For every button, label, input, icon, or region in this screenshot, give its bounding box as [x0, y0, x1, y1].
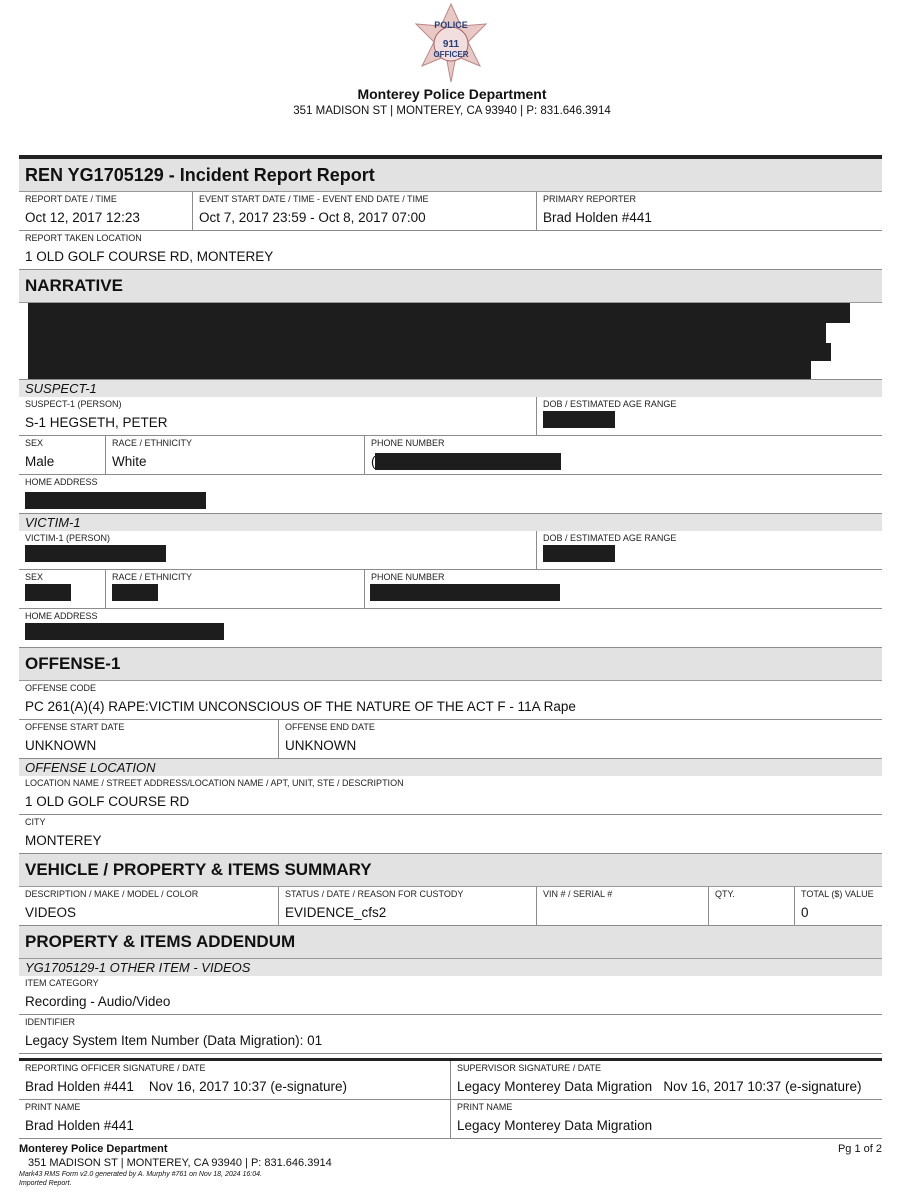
report-title: REN YG1705129 - Incident Report Report [19, 159, 882, 192]
offense-dates-row [19, 720, 882, 759]
suspect-race-cell [105, 436, 364, 474]
offense-end-cell [278, 720, 882, 758]
suspect-home-label: HOME ADDRESS [25, 477, 98, 487]
supervisor-signature-label: SUPERVISOR SIGNATURE / DATE [457, 1063, 602, 1073]
header-department-name: Monterey Police Department [357, 86, 547, 102]
offense-location-row [19, 776, 882, 815]
victim-person-label: VICTIM-1 (PERSON) [25, 533, 111, 543]
victim-dob-label: DOB / ESTIMATED AGE RANGE [543, 533, 677, 543]
vehicle-desc-value: VIDEOS [25, 905, 77, 920]
event-range-value: Oct 7, 2017 23:59 - Oct 8, 2017 07:00 [199, 210, 426, 225]
officer-signature-label: REPORTING OFFICER SIGNATURE / DATE [25, 1063, 206, 1073]
narrative-redaction [28, 323, 826, 343]
addendum-category-label: ITEM CATEGORY [25, 978, 99, 988]
victim-race-cell [105, 570, 364, 608]
police-badge-logo [410, 2, 492, 84]
narrative-redaction [28, 361, 811, 379]
addendum-category-cell [19, 976, 882, 1014]
narrative-redaction [28, 303, 850, 323]
victim-phone-cell [364, 570, 882, 608]
suspect-person-row [19, 397, 882, 436]
offense-start-label: OFFENSE START DATE [25, 722, 125, 732]
badge-bottom-text: OFFICER [433, 50, 469, 59]
report-info-row [19, 192, 882, 231]
victim-phone-redaction [370, 584, 560, 601]
victim-home-cell [19, 609, 882, 647]
vehicle-qty-label: QTY. [715, 889, 735, 899]
offense-code-value: PC 261(A)(4) RAPE:VICTIM UNCONSCIOUS OF THE NATURE OF THE ACT F - 11A Rape [25, 699, 576, 714]
victim-person-row [19, 531, 882, 570]
suspect-race-value: White [112, 454, 147, 469]
vehicle-total-label: TOTAL ($) VALUE [801, 889, 874, 899]
addendum-identifier-value: Legacy System Item Number (Data Migration): 01 [25, 1033, 323, 1048]
vehicle-total-cell [794, 887, 882, 925]
offense-code-cell [19, 681, 882, 719]
suspect-home-cell [19, 475, 882, 513]
incident-report-form [19, 155, 882, 1054]
report-date-cell [19, 192, 192, 230]
offense-location-value: 1 OLD GOLF COURSE RD [25, 794, 190, 809]
suspect-sex-cell [19, 436, 105, 474]
offense-location-heading: OFFENSE LOCATION [19, 759, 882, 776]
suspect-heading: SUSPECT-1 [19, 380, 882, 397]
offense-start-value: UNKNOWN [25, 738, 97, 753]
vehicle-heading: VEHICLE / PROPERTY & ITEMS SUMMARY [19, 854, 882, 887]
footer-generated-note: Mark43 RMS Form v2.0 generated by A. Murphy #761 on Nov 18, 2024 16:04. [19, 1171, 262, 1178]
suspect-phone-label: PHONE NUMBER [371, 438, 445, 448]
report-date-value: Oct 12, 2017 12:23 [25, 210, 140, 225]
addendum-identifier-row [19, 1015, 882, 1054]
victim-details-row [19, 570, 882, 609]
addendum-heading: PROPERTY & ITEMS ADDENDUM [19, 926, 882, 959]
footer-imported-note: Imported Report. [19, 1180, 72, 1187]
vehicle-row [19, 887, 882, 926]
victim-phone-label: PHONE NUMBER [371, 572, 445, 582]
addendum-identifier-cell [19, 1015, 882, 1053]
supervisor-print-label: PRINT NAME [457, 1102, 513, 1112]
suspect-dob-label: DOB / ESTIMATED AGE RANGE [543, 399, 677, 409]
officer-print-cell [19, 1100, 450, 1138]
report-location-value: 1 OLD GOLF COURSE RD, MONTEREY [25, 249, 274, 264]
report-location-row [19, 231, 882, 270]
signature-row [19, 1061, 882, 1100]
suspect-dob-redaction [543, 411, 615, 428]
primary-reporter-value: Brad Holden #441 [543, 210, 652, 225]
suspect-home-row [19, 475, 882, 514]
supervisor-signature-cell [450, 1061, 882, 1099]
suspect-phone-prefix: ( [371, 454, 376, 469]
report-date-label: REPORT DATE / TIME [25, 194, 117, 204]
vehicle-vin-label: VIN # / SERIAL # [543, 889, 613, 899]
officer-print-label: PRINT NAME [25, 1102, 81, 1112]
vehicle-qty-cell [708, 887, 794, 925]
vehicle-total-value: 0 [801, 905, 809, 920]
event-range-cell [192, 192, 536, 230]
print-name-row [19, 1100, 882, 1139]
suspect-home-redaction [25, 492, 206, 509]
offense-city-row [19, 815, 882, 854]
report-location-label: REPORT TAKEN LOCATION [25, 233, 142, 243]
suspect-person-value: S-1 HEGSETH, PETER [25, 415, 168, 430]
vehicle-status-label: STATUS / DATE / REASON FOR CUSTODY [285, 889, 464, 899]
suspect-details-row [19, 436, 882, 475]
supervisor-signature-value: Legacy Monterey Data Migration Nov 16, 2017 10:37 (e-signature) [457, 1079, 862, 1094]
offense-location-cell [19, 776, 882, 814]
offense-end-value: UNKNOWN [285, 738, 357, 753]
report-location-cell [19, 231, 882, 269]
suspect-sex-value: Male [25, 454, 55, 469]
vehicle-desc-cell [19, 887, 278, 925]
offense-location-label: LOCATION NAME / STREET ADDRESS/LOCATION NAME / APT, UNIT, STE / DESCRIPTION [25, 778, 404, 788]
offense-city-value: MONTEREY [25, 833, 102, 848]
addendum-category-value: Recording - Audio/Video [25, 994, 171, 1009]
victim-sex-cell [19, 570, 105, 608]
victim-heading: VICTIM-1 [19, 514, 882, 531]
officer-print-value: Brad Holden #441 [25, 1118, 134, 1133]
supervisor-print-value: Legacy Monterey Data Migration [457, 1118, 653, 1133]
suspect-person-label: SUSPECT-1 (PERSON) [25, 399, 122, 409]
addendum-item-heading: YG1705129-1 OTHER ITEM - VIDEOS [19, 959, 882, 976]
victim-sex-label: SEX [25, 572, 44, 582]
offense-city-label: CITY [25, 817, 46, 827]
victim-race-label: RACE / ETHNICITY [112, 572, 193, 582]
victim-home-redaction [25, 623, 224, 640]
addendum-identifier-label: IDENTIFIER [25, 1017, 76, 1027]
victim-sex-redaction [25, 584, 71, 601]
primary-reporter-label: PRIMARY REPORTER [543, 194, 637, 204]
offense-start-cell [19, 720, 278, 758]
suspect-dob-cell [536, 397, 882, 435]
narrative-heading: NARRATIVE [19, 270, 882, 303]
signature-block [19, 1058, 882, 1139]
page-number: Pg 1 of 2 [837, 1143, 882, 1155]
narrative-body [19, 303, 882, 380]
offense-code-label: OFFENSE CODE [25, 683, 97, 693]
vehicle-status-value: EVIDENCE_cfs2 [285, 905, 387, 920]
footer-department-name: Monterey Police Department [19, 1143, 168, 1155]
suspect-phone-cell [364, 436, 882, 474]
victim-home-label: HOME ADDRESS [25, 611, 98, 621]
footer-address: 351 MADISON ST | MONTEREY, CA 93940 | P: 831.646.3914 [28, 1157, 332, 1169]
header-department-address: 351 MADISON ST | MONTEREY, CA 93940 | P: 831.646.3914 [293, 105, 611, 117]
vehicle-status-cell [278, 887, 536, 925]
offense-code-row [19, 681, 882, 720]
victim-home-row [19, 609, 882, 648]
offense-heading: OFFENSE-1 [19, 648, 882, 681]
narrative-redaction [28, 343, 831, 361]
offense-end-label: OFFENSE END DATE [285, 722, 375, 732]
suspect-person-cell [19, 397, 536, 435]
victim-dob-cell [536, 531, 882, 569]
offense-city-cell [19, 815, 882, 853]
suspect-sex-label: SEX [25, 438, 44, 448]
badge-number-text: 911 [442, 39, 460, 50]
suspect-phone-redaction [375, 453, 561, 470]
event-range-label: EVENT START DATE / TIME - EVENT END DATE / TIME [199, 194, 429, 204]
victim-race-redaction [112, 584, 158, 601]
primary-reporter-cell [536, 192, 882, 230]
addendum-category-row [19, 976, 882, 1015]
supervisor-print-cell [450, 1100, 882, 1138]
officer-signature-cell [19, 1061, 450, 1099]
victim-person-cell [19, 531, 536, 569]
victim-dob-redaction [543, 545, 615, 562]
suspect-race-label: RACE / ETHNICITY [112, 438, 193, 448]
officer-signature-value: Brad Holden #441 Nov 16, 2017 10:37 (e-signature) [25, 1079, 347, 1094]
vehicle-vin-cell [536, 887, 708, 925]
victim-person-redaction [25, 545, 166, 562]
vehicle-desc-label: DESCRIPTION / MAKE / MODEL / COLOR [25, 889, 199, 899]
badge-top-text: POLICE [434, 20, 468, 30]
